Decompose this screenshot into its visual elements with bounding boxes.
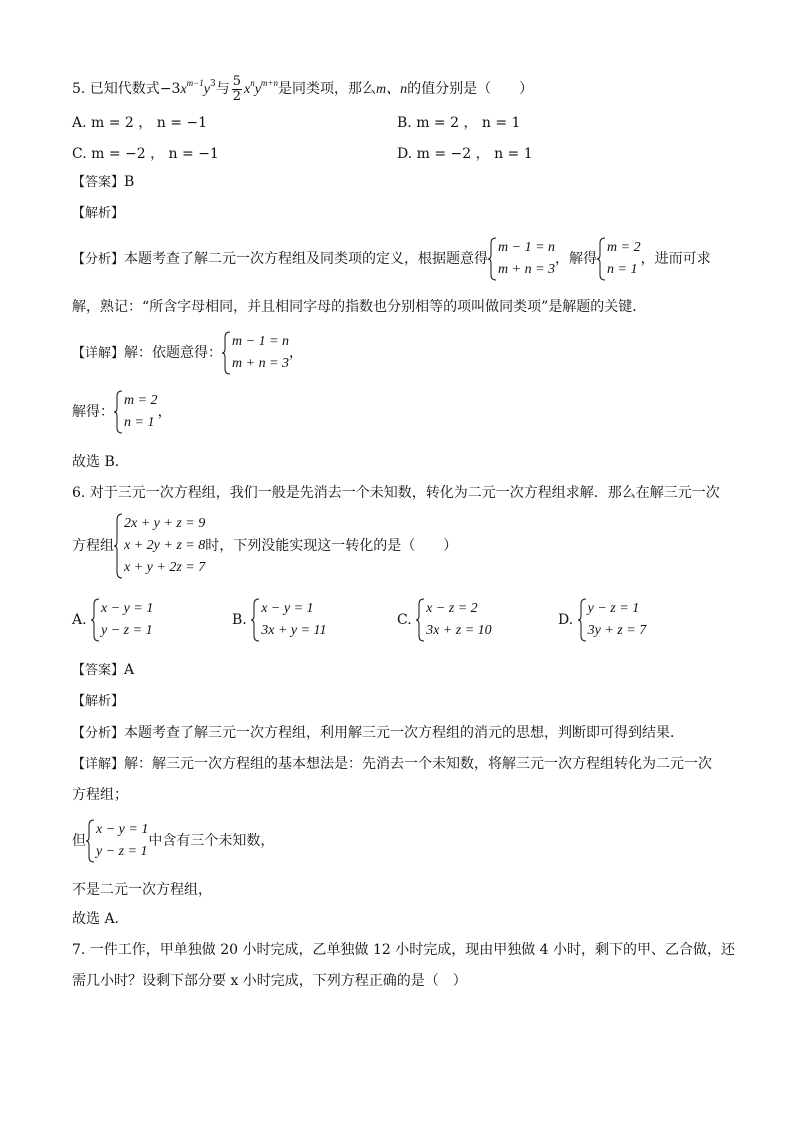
equation-system: 2x + y + z = 9 x + 2y + z = 8 x + y + 2z = 7 [114,513,205,579]
q5-stem: 5. 已知代数式$-3x^{m-1}y^3$与 $\frac{5}{2}$ $x^ny^{m+n}$是同类项，那么m、n的值分别是（ ） [72,73,534,104]
q7-stem-line1: 7. 一件工作，甲单独做 20 小时完成，乙单独做 12 小时完成，现由甲独做 4 小时，剩下的甲、乙合做，还 [72,942,736,958]
q5-option-a: A. m = 2 ， n = −1 [72,115,208,131]
q6-option-a: A. x − y = 1 y − z = 1 [72,598,153,642]
q6-xiangjie-line2: 方程组； [72,787,128,803]
q5-option-c: C. m = −2 ， n = −1 [72,146,219,162]
q6-option-c: C. x − z = 2 3x + z = 10 [397,598,492,642]
q6-analysis-heading: 【解析】 [72,694,125,709]
q6-dan: 但 x − y = 1 y − z = 1 中含有三个未知数， [72,819,274,863]
q6-answer: 【答案】A [72,662,135,678]
equation-system: m = 2 n = 1 [597,237,641,281]
q5-fenxi-line2: 解，熟记：“所含字母相同，并且相同字母的指数也分别相等的项叫做同类项”是解题的关键． [72,299,647,315]
q6-conclusion: 故选 A． [72,911,129,927]
q5-option-b: B. m = 2 ， n = 1 [397,115,521,131]
q5-analysis-heading: 【解析】 [72,206,125,221]
q6-not-line: 不是二元一次方程组， [72,882,212,898]
equation-system: m − 1 = n m + n = 3 [222,331,289,375]
q5-jiede: 解得： m = 2 n = 1 ， [72,390,172,434]
q7-stem-line2: 需几小时？设剩下部分要 x 小时完成，下列方程正确的是（ ） [72,973,467,989]
q5-fenxi: 【分析】本题考查了解二元一次方程组及同类项的定义，根据题意得 m − 1 = n m + n = 3 ，解得 m = 2 n = 1 ，进而可求 [72,237,711,281]
q6-option-b: B. x − y = 1 3x + y = 11 [232,598,327,642]
q6-fenxi: 【分析】本题考查了解三元一次方程组，利用解三元一次方程组的消元的思想，判断即可得到结果． [72,725,685,741]
q5-xiangjie: 【详解】解：依题意得： m − 1 = n m + n = 3 ， [72,331,303,375]
equation-system: m − 1 = n m + n = 3 [488,237,555,281]
equation-system: x − y = 1 y − z = 1 [91,598,153,642]
q6-stem-line2: 方程组 2x + y + z = 9 x + 2y + z = 8 x + y + 2z = 7 时，下列没能实现这一转化的是（ ） [72,513,457,579]
q6-option-d: D. y − z = 1 3y + z = 7 [558,598,646,642]
q6-xiangjie: 【详解】解：解三元一次方程组的基本想法是：先消去一个未知数，将解三元一次方程组转化为二元一次 [72,756,713,772]
q6-stem-line1: 6. 对于三元一次方程组，我们一般是先消去一个未知数，转化为二元一次方程组求解．那么在解三元一次 [72,485,720,501]
q5-conclusion: 故选 B． [72,454,129,470]
equation-system: x − z = 2 3x + z = 10 [416,598,492,642]
equation-system: m = 2 n = 1 [114,390,158,434]
equation-system: x − y = 1 3x + y = 11 [251,598,326,642]
equation-system: x − y = 1 y − z = 1 [86,819,148,863]
q5-option-d: D. m = −2 ， n = 1 [397,146,533,162]
fraction: $\frac{5}{2}$ [232,73,241,104]
equation-system: y − z = 1 3y + z = 7 [578,598,647,642]
q5-answer: 【答案】B [72,174,135,190]
